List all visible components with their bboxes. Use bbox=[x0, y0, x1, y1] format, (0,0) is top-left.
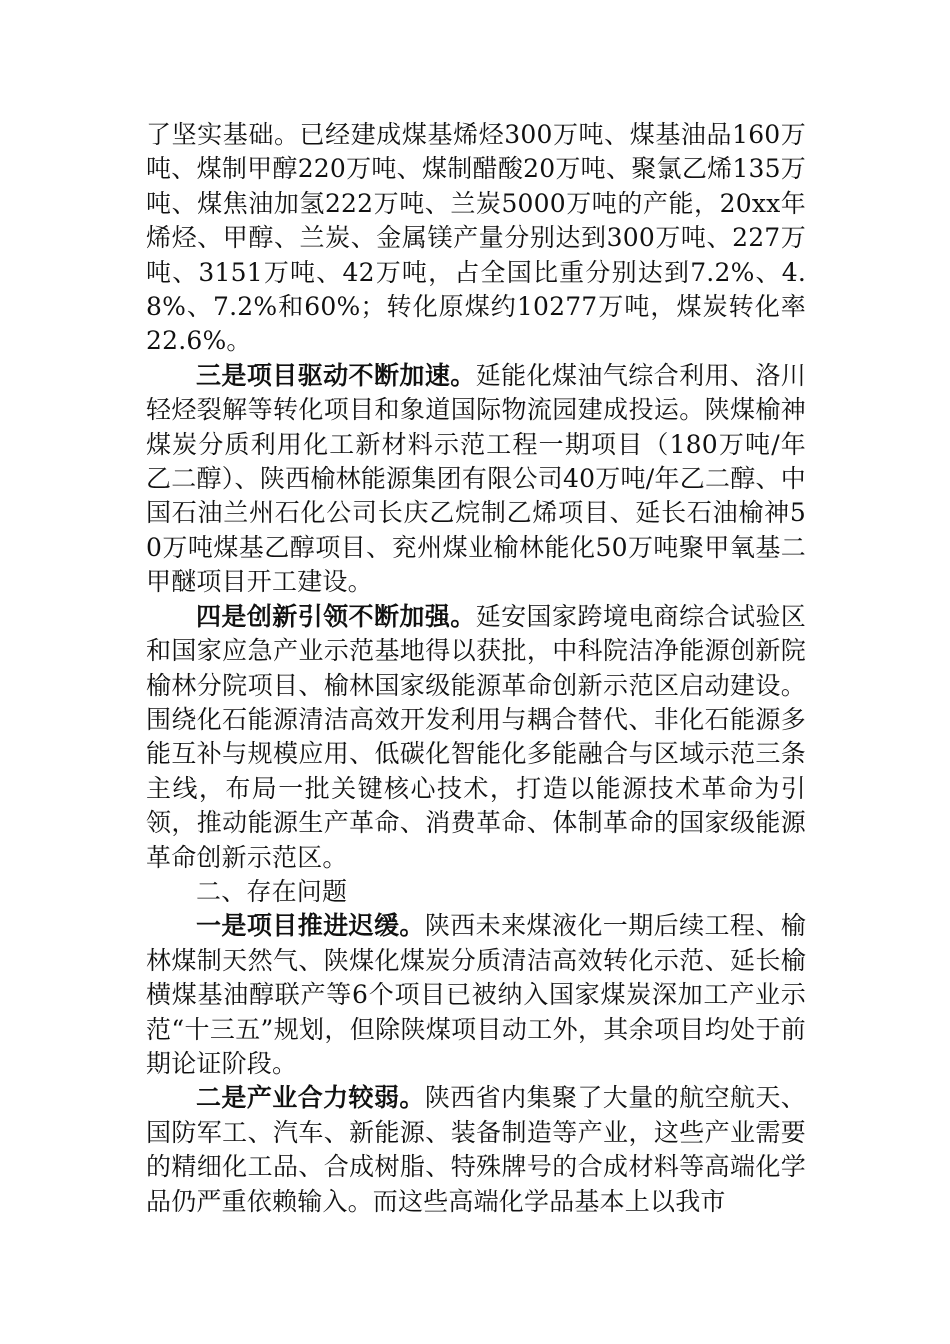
document-body bbox=[146, 118, 806, 1219]
paragraph-slow-progress bbox=[146, 909, 806, 1081]
paragraph-lead: 一是项目推进迟缓。 bbox=[196, 911, 425, 941]
paragraph-lead: 四是创新引领不断加强。 bbox=[196, 601, 476, 631]
paragraph-body: 延安国家跨境电商综合试验区和国家应急产业示范基地得以获批，中科院洁净能源创新院榆林分院项目、榆林国家级能源革命创新示范区启动建设。围绕化石能源清洁高效开发利用与耦合替代、非化石能源多能互补与规模应用、低碳化智能化多能融合与区域示范三条主线，布局一批关键核心技术，打造以能源技术革命为引领，推动能源生产革命、消费革命、体制革命的国家级能源革命创新示范区。 bbox=[146, 601, 806, 872]
paragraph-weak-synergy bbox=[146, 1081, 806, 1219]
paragraph-body: 陕西未来煤液化一期后续工程、榆林煤制天然气、陕煤化煤炭分质清洁高效转化示范、延长榆横煤基油醇联产等6个项目已被纳入国家煤炭深加工产业示范“十三五”规划，但除陕煤项目动工外，其余项目均处于前期论证阶段。 bbox=[146, 911, 806, 1078]
paragraph-innovation bbox=[146, 600, 806, 875]
section-heading-text: 二、存在问题 bbox=[196, 876, 348, 906]
paragraph-foundation bbox=[146, 118, 806, 359]
paragraph-project-drive bbox=[146, 359, 806, 600]
paragraph-body: 了坚实基础。已经建成煤基烯烃300万吨、煤基油品160万吨、煤制甲醇220万吨、煤制醋酸20万吨、聚氯乙烯135万吨、煤焦油加氢222万吨、兰炭5000万吨的产能，20xx年烯烃、甲醇、兰炭、金属镁产量分别达到300万吨、227万吨、3151万吨、42万吨，占全国比重分别达到7.2%、4.8%、7.2%和60%；转化原煤约10277万吨，煤炭转化率22.6%。 bbox=[146, 120, 806, 356]
section-heading-problems bbox=[146, 875, 806, 909]
paragraph-lead: 二是产业合力较弱。 bbox=[196, 1083, 425, 1113]
paragraph-lead: 三是项目驱动不断加速。 bbox=[196, 360, 476, 390]
paragraph-body: 延能化煤油气综合利用、洛川轻烃裂解等转化项目和象道国际物流园建成投运。陕煤榆神煤炭分质利用化工新材料示范工程一期项目（180万吨/年乙二醇）、陕西榆林能源集团有限公司40万吨/年乙二醇、中国石油兰州石化公司长庆乙烷制乙烯项目、延长石油榆神50万吨煤基乙醇项目、兖州煤业榆林能化50万吨聚甲氧基二甲醚项目开工建设。 bbox=[146, 360, 806, 597]
paragraph-body: 陕西省内集聚了大量的航空航天、国防军工、汽车、新能源、装备制造等产业，这些产业需要的精细化工品、合成树脂、特殊牌号的合成材料等高端化学品仍严重依赖输入。而这些高端化学品基本上以我市 bbox=[146, 1083, 806, 1216]
